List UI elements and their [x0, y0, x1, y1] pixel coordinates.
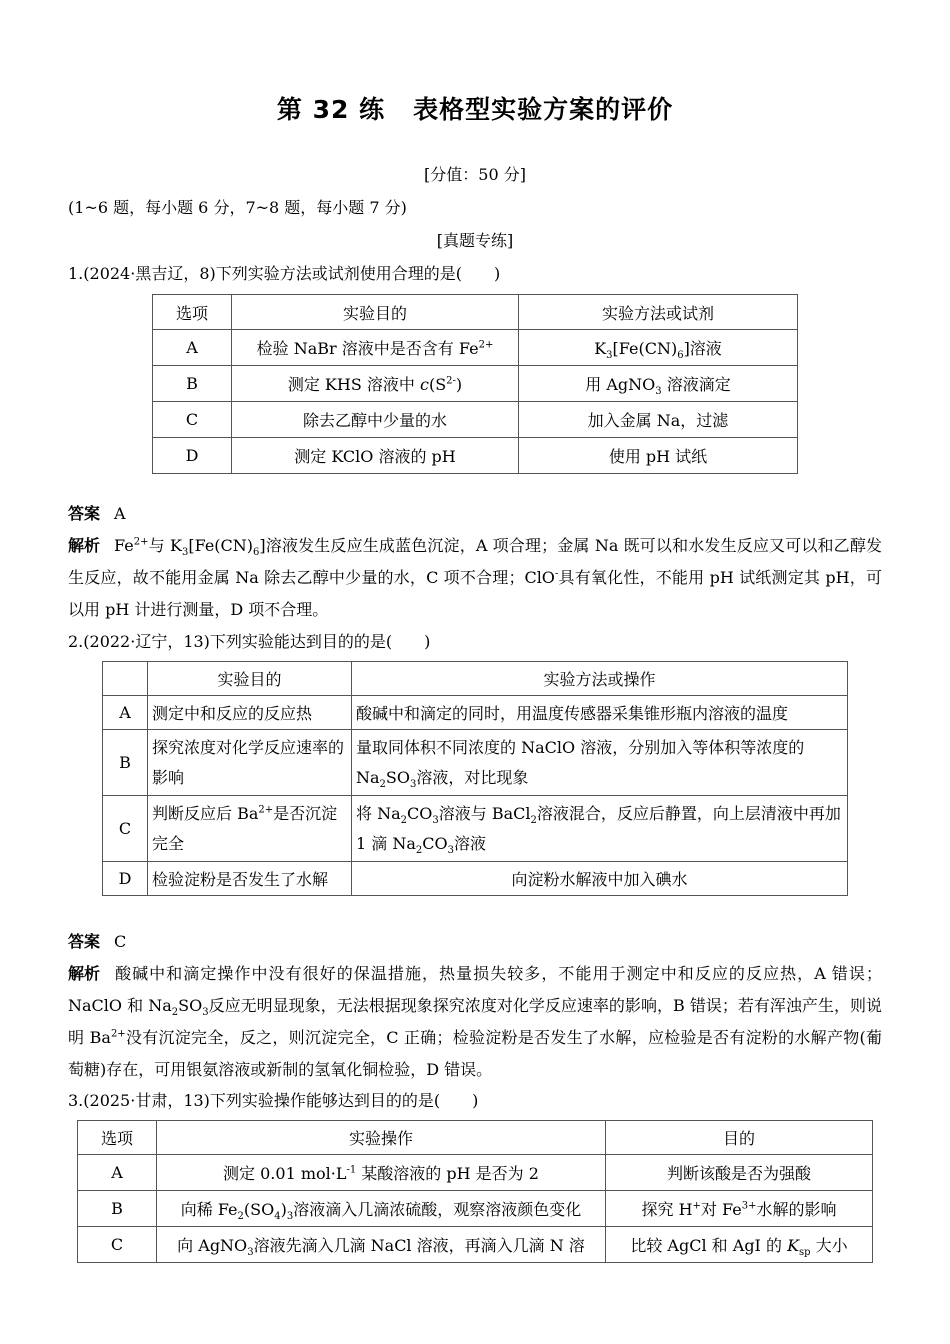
- purpose-cell: 检验淀粉是否发生了水解: [148, 862, 352, 896]
- option-cell: A: [103, 696, 148, 730]
- title-number: 第 32 练: [276, 95, 386, 124]
- method-cell: 用 AgNO$_3$ 溶液滴定: [519, 366, 798, 402]
- table-row: [153, 402, 798, 438]
- header-cell: 选项: [78, 1121, 157, 1155]
- q1-analysis: 解析 $Fe^{2+}$与 $K_3[Fe(CN)_6]$溶液发生反应生成蓝色沉淀，A 项合理；金属 Na 既可以和水发生反应又可以和乙醇发生反应，故不能用金属 Na 除去乙醇中少量的水，C 项不合理；ClO-具有氧化性，不能用 pH 试纸测定其 pH，可以用 pH 计进行测量，D 项不合理。: [68, 530, 882, 626]
- table-row: [103, 696, 848, 730]
- table-row: [78, 1155, 873, 1191]
- answer-value: A: [114, 504, 126, 523]
- option-cell: C: [103, 796, 148, 862]
- purpose-cell: 除去乙醇中少量的水: [232, 402, 519, 438]
- purpose-cell: 测定 KClO 溶液的 pH: [232, 438, 519, 474]
- option-cell: D: [153, 438, 232, 474]
- operation-cell: 向 AgNO$_3$溶液先滴入几滴 NaCl 溶液，再滴入几滴 N 溶: [157, 1227, 606, 1263]
- page-title: [0, 90, 950, 126]
- table-row: [103, 730, 848, 796]
- header-cell: 选项: [153, 295, 232, 330]
- header-cell: 实验方法或试剂: [519, 295, 798, 330]
- q3-stem: 3.(2025·甘肃，13)下列实验操作能够达到目的的是( ): [68, 1091, 479, 1110]
- table-row: [103, 796, 848, 862]
- goal-cell: 判断该酸是否为强酸: [606, 1155, 873, 1191]
- table-header-row: [103, 662, 848, 696]
- option-cell: C: [153, 402, 232, 438]
- table-row: [103, 862, 848, 896]
- method-cell: 酸碱中和滴定的同时，用温度传感器采集锥形瓶内溶液的温度: [352, 696, 848, 730]
- method-cell: 将 $Na_2CO_3$溶液与 BaCl$_2$溶液混合，反应后静置，向上层清液中再加 1 滴 $Na_2CO_3$溶液: [352, 796, 848, 862]
- title-text: 表格型实验方案的评价: [413, 95, 674, 124]
- option-cell: C: [78, 1227, 157, 1263]
- analysis-label: 解析: [68, 536, 101, 555]
- method-cell: 量取同体积不同浓度的 NaClO 溶液，分别加入等体积等浓度的 $Na_2SO_3$溶液，对比现象: [352, 730, 848, 796]
- q1-answer: [68, 504, 126, 524]
- purpose-cell: 检验 NaBr 溶液中是否含有 $Fe^{2+}$: [232, 330, 519, 366]
- header-cell: [103, 662, 148, 696]
- option-cell: A: [78, 1155, 157, 1191]
- header-cell: 实验操作: [157, 1121, 606, 1155]
- q2-answer: [68, 932, 126, 952]
- table-row: [153, 330, 798, 366]
- goal-cell: 探究 H+对 $Fe^{3+}$水解的影响: [606, 1191, 873, 1227]
- operation-cell: 向稀 $Fe_2(SO_4)_3$溶液滴入几滴浓硫酸，观察溶液颜色变化: [157, 1191, 606, 1227]
- table-row: [78, 1227, 873, 1263]
- table-row: [153, 438, 798, 474]
- q3-table: [77, 1120, 873, 1263]
- purpose-cell: 测定中和反应的反应热: [148, 696, 352, 730]
- header-cell: 实验目的: [148, 662, 352, 696]
- operation-cell: 测定 0.01 $mol\cdot L^{-1}$ 某酸溶液的 pH 是否为 2: [157, 1155, 606, 1191]
- answer-value: C: [114, 932, 127, 951]
- answer-label: 答案: [68, 504, 101, 523]
- table-row: [78, 1191, 873, 1227]
- score-note: (1~6 题，每小题 6 分，7~8 题，每小题 7 分): [68, 198, 407, 217]
- purpose-cell: 测定 KHS 溶液中 $c(S^{2-})$: [232, 366, 519, 402]
- goal-cell: 比较 AgCl 和 AgI 的 $K_{sp}$ 大小: [606, 1227, 873, 1263]
- purpose-cell: 探究浓度对化学反应速率的影响: [148, 730, 352, 796]
- header-cell: 实验方法或操作: [352, 662, 848, 696]
- q2-stem: 2.(2022·辽宁，13)下列实验能达到目的的是( ): [68, 632, 431, 651]
- table-header-row: [153, 295, 798, 330]
- method-cell: $K_3[Fe(CN)_6]$溶液: [519, 330, 798, 366]
- q2-analysis: 解析 酸碱中和滴定操作中没有很好的保温措施，热量损失较多，不能用于测定中和反应的反应热，A 错误；NaClO 和 $Na_2SO_3$反应无明显现象，无法根据现象探究浓度对化学反应速率的影响，B 错误；若有浑浊产生，则说明 $Ba^{2+}$没有沉淀完全，反之，则沉淀完全，C 正确；检验淀粉是否发生了水解，应检验是否有淀粉的水解产物(葡萄糖)存在，可用银氨溶液或新制的氢氧化铜检验，D 错误。: [68, 958, 882, 1086]
- header-cell: 实验目的: [232, 295, 519, 330]
- q1-table: [152, 294, 798, 474]
- method-cell: 向淀粉水解液中加入碘水: [352, 862, 848, 896]
- option-cell: B: [103, 730, 148, 796]
- q1-stem: 1.(2024·黑吉辽，8)下列实验方法或试剂使用合理的是( ): [68, 264, 501, 283]
- purpose-cell: 判断反应后 $Ba^{2+}$是否沉淀完全: [148, 796, 352, 862]
- method-cell: 加入金属 Na，过滤: [519, 402, 798, 438]
- section-header: [真题专练]: [436, 231, 514, 250]
- answer-label: 答案: [68, 932, 101, 951]
- option-cell: D: [103, 862, 148, 896]
- method-cell: 使用 pH 试纸: [519, 438, 798, 474]
- table-header-row: [78, 1121, 873, 1155]
- score-total: [分值：50 分]: [424, 165, 526, 184]
- analysis-label: 解析: [68, 964, 101, 983]
- header-cell: 目的: [606, 1121, 873, 1155]
- option-cell: B: [153, 366, 232, 402]
- table-row: [153, 366, 798, 402]
- option-cell: B: [78, 1191, 157, 1227]
- option-cell: A: [153, 330, 232, 366]
- q2-table: [102, 661, 848, 896]
